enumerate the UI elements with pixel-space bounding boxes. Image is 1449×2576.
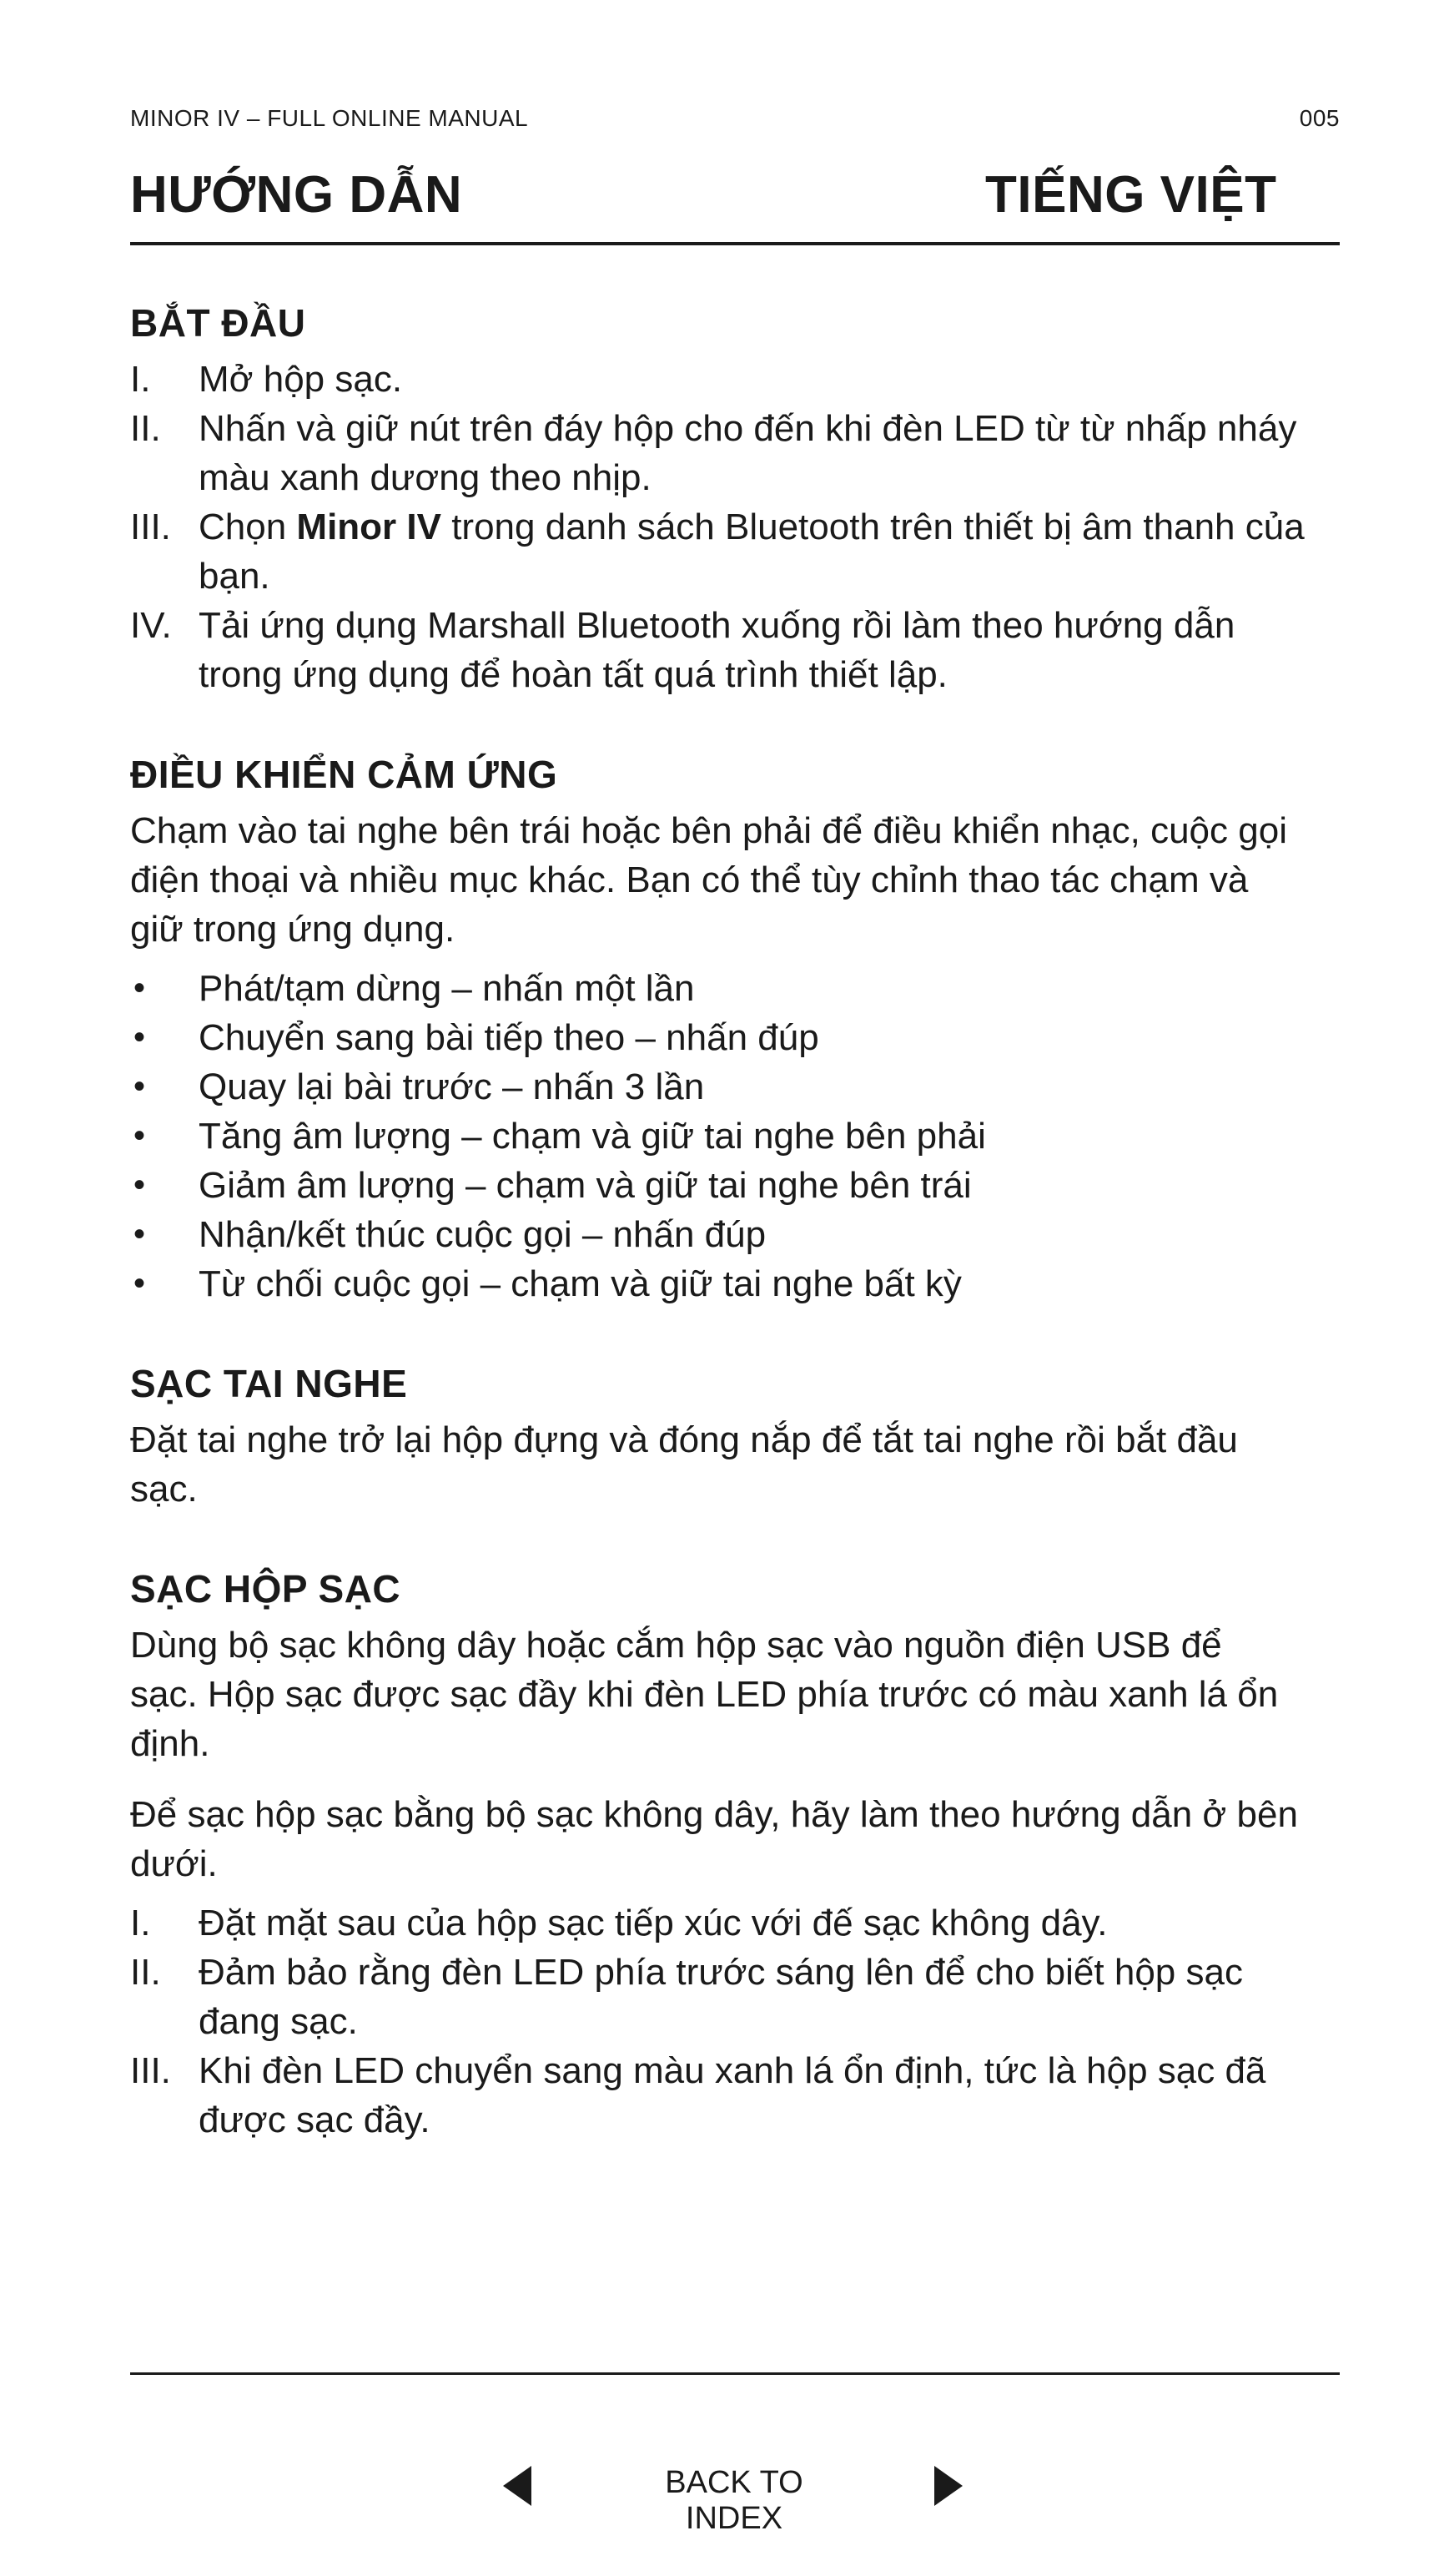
list-item (130, 1259, 1308, 1308)
step-text: Đặt mặt sau của hộp sạc tiếp xúc với đế sạc không dây. (199, 1903, 1108, 1943)
section-text: Để sạc hộp sạc bằng bộ sạc không dây, hãy làm theo hướng dẫn ở bên dưới. (130, 1794, 1298, 1884)
list-item (130, 964, 1308, 1013)
step-number: III. (130, 2050, 171, 2091)
section-heading: SẠC TAI NGHE (130, 1362, 408, 1405)
list-item (130, 1062, 1308, 1112)
step-number: II. (130, 408, 161, 449)
bullet-icon: • (133, 1265, 146, 1302)
section-heading: SẠC HỘP SẠC (130, 1567, 401, 1611)
item-text: Nhận/kết thúc cuộc gọi – nhấn đúp (199, 1214, 767, 1255)
product-name: Minor IV (296, 507, 441, 547)
list-item (130, 1898, 1308, 1948)
step-number: I. (130, 359, 151, 400)
step-text: Tải ứng dụng Marshall Bluetooth xuống rồi làm theo hướng dẫn trong ứng dụng để hoàn tất quá trình thiết lập. (199, 605, 1235, 695)
list-item (130, 1013, 1308, 1062)
step-number: II. (130, 1952, 161, 1993)
list-item (130, 502, 1308, 601)
section-intro: Chạm vào tai nghe bên trái hoặc bên phải để điều khiển nhạc, cuộc gọi điện thoại và nhiều mục khác. Bạn có thể tùy chỉnh thao tác chạm và giữ trong ứng dụng. (130, 810, 1287, 950)
section-text: Dùng bộ sạc không dây hoặc cắm hộp sạc vào nguồn điện USB để sạc. Hộp sạc được sạc đầy khi đèn LED phía trước có màu xanh lá ổn định. (130, 1625, 1279, 1764)
content (130, 296, 1340, 2193)
section-heading: ĐIỀU KHIỂN CẢM ỨNG (130, 753, 558, 796)
step-text: Mở hộp sạc. (199, 359, 403, 400)
language-heading: TIẾNG VIỆT (985, 166, 1277, 224)
step-text: Khi đèn LED chuyển sang màu xanh lá ổn định, tức là hộp sạc đã được sạc đầy. (199, 2050, 1266, 2140)
section-charging-earbuds (130, 1357, 1340, 1514)
item-text: Từ chối cuộc gọi – chạm và giữ tai nghe bất kỳ (199, 1263, 962, 1304)
section-getting-started (130, 296, 1340, 699)
running-header (130, 105, 1340, 139)
wireless-charging-steps-list (130, 1898, 1340, 2145)
step-text: Nhấn và giữ nút trên đáy hộp cho đến khi đèn LED từ từ nhấp nháy màu xanh dương theo nhịp. (199, 408, 1297, 498)
list-item (130, 601, 1308, 699)
page-number: 005 (1299, 105, 1340, 131)
item-text: Quay lại bài trước – nhấn 3 lần (199, 1066, 705, 1107)
step-number: I. (130, 1903, 151, 1943)
back-to-index-link[interactable]: BACK TO INDEX (665, 2465, 803, 2536)
list-item (130, 1948, 1308, 2046)
bullet-icon: • (133, 1117, 146, 1154)
item-text: Tăng âm lượng – chạm và giữ tai nghe bên phải (199, 1116, 986, 1157)
list-item (130, 355, 1308, 404)
step-text-post: trong danh sách Bluetooth trên thiết bị âm thanh của bạn. (199, 507, 1305, 597)
step-text-pre: Chọn (199, 507, 297, 547)
setup-steps-list (130, 355, 1340, 699)
list-item (130, 1161, 1308, 1210)
bullet-icon: • (133, 1068, 146, 1105)
list-item (130, 2046, 1308, 2145)
step-number: III. (130, 507, 171, 547)
list-item (130, 404, 1308, 502)
item-text: Chuyển sang bài tiếp theo – nhấn đúp (199, 1017, 819, 1058)
triangle-left-icon[interactable] (503, 2466, 531, 2506)
touch-controls-list (130, 964, 1340, 1308)
page-heading: HƯỚNG DẪN (130, 166, 463, 224)
section-text: Đặt tai nghe trở lại hộp đựng và đóng nắp để tắt tai nghe rồi bắt đầu sạc. (130, 1419, 1238, 1510)
title-bar (130, 165, 1340, 245)
bullet-icon: • (133, 1019, 146, 1056)
item-text: Giảm âm lượng – chạm và giữ tai nghe bên trái (199, 1165, 972, 1206)
bullet-icon: • (133, 1167, 146, 1203)
triangle-right-icon[interactable] (934, 2466, 963, 2506)
footer-divider (130, 2372, 1340, 2375)
section-charging-case (130, 1562, 1340, 2145)
document-title: MINOR IV – FULL ONLINE MANUAL (130, 105, 529, 131)
section-touch-controls (130, 748, 1340, 1308)
item-text: Phát/tạm dừng – nhấn một lần (199, 968, 695, 1009)
bullet-icon: • (133, 970, 146, 1006)
step-number: IV. (130, 605, 172, 646)
list-item (130, 1112, 1308, 1161)
bullet-icon: • (133, 1216, 146, 1253)
footer-navigation (0, 2462, 1449, 2536)
section-heading: BẮT ĐẦU (130, 301, 306, 345)
step-text: Đảm bảo rằng đèn LED phía trước sáng lên để cho biết hộp sạc đang sạc. (199, 1952, 1243, 2042)
list-item (130, 1210, 1308, 1259)
